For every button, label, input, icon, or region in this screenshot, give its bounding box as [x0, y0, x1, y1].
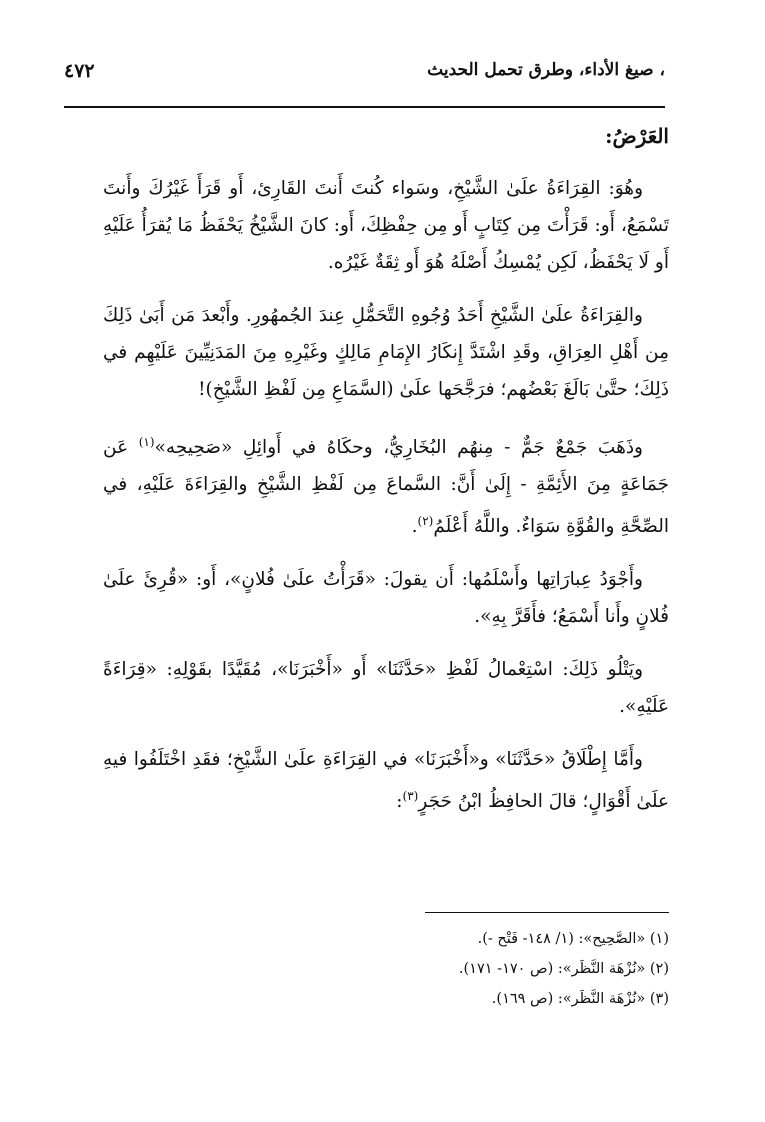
paragraph	[103, 651, 669, 725]
paragraph-punctuation: .	[411, 516, 418, 538]
paragraph-text: ويَتْلُو ذَلِكَ: اسْتِعْمالُ لَفْظِ «حَدَّثَنَا» أَو «أَخْبَرَنَا»، مُقَيَّدًا بقَوْلِهِ: «قِرَاءَةً عَلَيْهِ».	[103, 659, 669, 718]
footnote: (١) «الصَّحِيح»: (١/ ١٤٨- فَتْح -).	[477, 931, 669, 947]
paragraph	[103, 561, 669, 635]
footnote-reference: (٢)	[417, 514, 434, 529]
footnote-reference: (١)	[138, 435, 155, 449]
footnote: (٢) «نُزْهَة النَّظَر»: (ص ١٧٠- ١٧١).	[458, 961, 669, 977]
footnote-rule	[425, 912, 669, 913]
paragraph	[103, 170, 669, 281]
footnote-reference: (٣)	[402, 789, 419, 804]
paragraph-text: والقِرَاءَةُ علَىٰ الشَّيْخِ أَحَدُ وُجُوهِ التَّحَمُّلِ عِندَ الجُمهُورِ. وأَبْعدَ مَن أَبَىٰ ذَلِكَ مِن أَهْلِ العِرَاقِ، وقَدِ اشْتَدَّ إِنكَارُ الإِمَامِ مَالِكٍ وغَيْرِهِ مِنَ المَدَنِيِّينَ عَلَيْهِم في ذَلِكَ؛ حتَّىٰ بَالَغَ بَعْضُهم؛ فرَجَّحَها علَىٰ (السَّمَاعِ مِن لَفْظِ الشَّيْخِ)!	[103, 305, 669, 400]
paragraph-text: وهُوَ: القِرَاءَةُ علَىٰ الشَّيْخِ، وسَواء كُنتَ أَنتَ القَارِئ، أَو قَرَأَ غَيْرُكَ وأَنتَ تَسْمَعُ، أَو: قَرَأْتَ مِن كِتَابٍ أَو مِن حِفْظِكَ، أَو: كانَ الشَّيْخُ يَحْفَظُ مَا يُقرَأُ عَلَيْهِ أَو لَا يَحْفَظُ، لَكِن يُمْسِكُ أَصْلَهُ هُوَ أَو ثِقَةٌ غَيْرُه.	[103, 178, 669, 273]
page-number: ٤٧٢	[64, 60, 95, 82]
paragraph	[103, 424, 669, 545]
paragraph-text: وأَمَّا إِطْلَاقُ «حَدَّثَنَا» و«أَخْبَرَنَا» في القِرَاءَةِ علَىٰ الشَّيْخِ؛ فقَدِ اخْتَلَفُوا فيهِ علَىٰ أَقْوَالٍ؛ قالَ الحافِظُ ابْنُ حَجَرٍ	[103, 749, 669, 813]
footnote: (٣) «نُزْهَة النَّظَر»: (ص ١٦٩).	[491, 991, 669, 1007]
running-header	[64, 58, 665, 98]
footnotes	[103, 924, 669, 1014]
paragraph-text: وأَجْوَدُ عِبارَاتِها وأَسْلَمُها: أَن يقولَ: «قَرَأْتُ علَىٰ فُلانٍ»، أَو: «قُرِئَ علَىٰ فُلانٍ وأَنا أَسْمَعُ؛ فأَقَرَّ بِهِ».	[103, 569, 669, 628]
body-text	[103, 170, 669, 836]
header-title: ، صيغ الأداء، وطرق تحمل الحديث	[427, 60, 665, 80]
paragraph-text: عَن جَمَاعَةٍ مِنَ الأَئِمَّةِ - إِلَىٰ أَنَّ: السَّماعَ مِن لَفْظِ الشَّيْخِ والقِرَاءَةَ عَلَيْهِ، في الصِّحَّةِ والقُوَّةِ سَوَاءٌ. واللَّهُ أَعْلَمُ	[103, 437, 669, 538]
header-rule	[64, 106, 665, 108]
paragraph-punctuation: :	[396, 791, 403, 813]
section-title: العَرْضُ:	[605, 124, 669, 148]
paragraph	[103, 297, 669, 408]
paragraph	[103, 741, 669, 820]
paragraph-text: وذَهَبَ جَمْعٌ جَمٌّ - مِنهُم البُخَارِيُّ، وحكَاهُ في أَوائِلِ «صَحِيحِه»	[154, 437, 643, 459]
